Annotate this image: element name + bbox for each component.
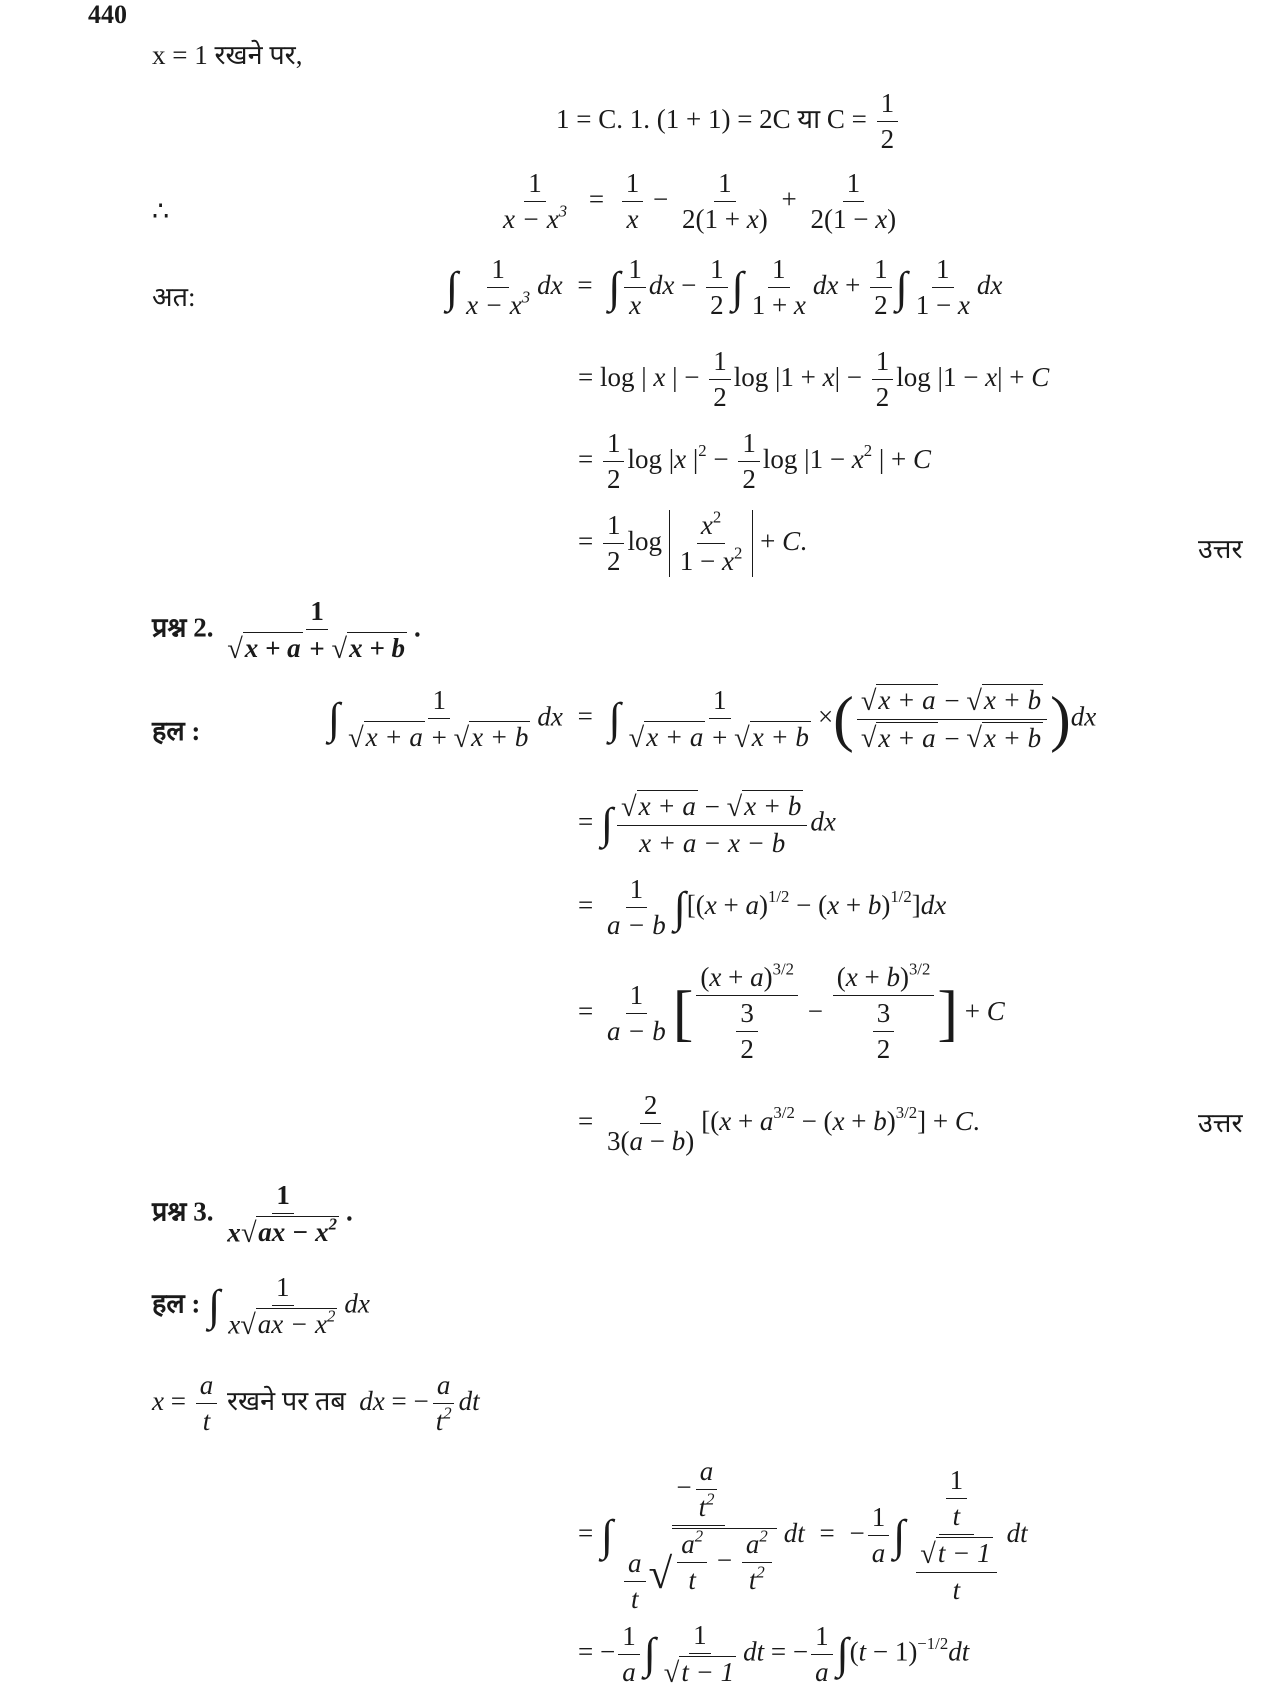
q3-label: प्रश्न 3. (152, 1196, 214, 1227)
q2-eq-3: = $\frac{1}{a - b}$ $\int[(x + a)^{1/2} - (x + b)^{1/2}]dx$ (578, 874, 947, 941)
integral-eq-1: ∫ $\frac{1}{x - x^3}$ dx = ∫ $\frac{1}{x}$ dx − $\frac{1}{2}$ ∫ $\frac{1}{1 + x}$ dx + $\frac{1}{2}$ ∫ $\frac{1}{1 - x}$ dx (446, 254, 1003, 321)
put-x-equals-1 (152, 40, 302, 71)
fraction-half: $\frac{1}{2}$ (877, 88, 899, 155)
ata-label: अत: (152, 282, 196, 312)
q2-eq-2: = ∫ √ x + a − √ x + b x + a − x − b dx (578, 791, 836, 858)
q3-hal-line: हल : ∫ 1 x √ ax − $x^2$ dx (152, 1272, 370, 1341)
q3-eq-1: = ∫ − $\frac{a}{t^2}$ $\frac{a}{t}$ √ $\frac{a^2}{t}$ − $\frac{a^2}{t^2}$ dt = − $\frac{1}{a}$ ∫ $\frac{1}{t}$ √ t − 1 t dt (578, 1456, 1028, 1615)
answer-label-2: उत्तर (1198, 1108, 1243, 1138)
q2-hal-label: हल : (152, 716, 201, 746)
q3-substitution: x = $\frac{a}{t}$ रखने पर तब dx = − $\frac{a}{t^2}$ dt (152, 1370, 480, 1437)
integral-eq-4: = $\frac{1}{2}$ log $\frac{x^2}{1 - x^2}$ + C. (578, 507, 807, 577)
q3-sub-text: रखने पर तब (226, 1385, 346, 1416)
question-3: प्रश्न 3. 1 x √ ax − $x^2$ . (152, 1180, 353, 1249)
therefore-symbol: ∴ (152, 196, 170, 226)
integral-eq-3: = $\frac{1}{2}$ log |x $|^2$ − $\frac{1}{2}$ $\log |1 - x^2$ | + C (578, 428, 932, 495)
q2-eq-5: = $\frac{2}{3(a - b)}$ [$(x + a^{3/2} - (x + b)^{3/2}] + C$. (578, 1090, 980, 1157)
equation-c (556, 88, 901, 155)
question-2: प्रश्न 2. 1 √ x + a + √ x + b . (152, 596, 421, 665)
eq-c-text: 1 = C. 1. (1 + 1) = 2C या C = (556, 103, 867, 134)
q3-eq-2: = − $\frac{1}{a}$ ∫ 1 √ t − 1 dt = − $\frac{1}{a}$ $\int(t - 1)^{-1/2}dt$ (578, 1620, 970, 1689)
integral-eq-2: = log | x | − $\frac{1}{2}$ log |1 + x| − $\frac{1}{2}$ log |1 − x| + C (578, 346, 1050, 413)
partial-fraction-eq: $\frac{1}{x - x^3}$ = $\frac{1}{x}$ − $\frac{1}{2(1 + x)}$ + $\frac{1}{2(1 - x)}$ (503, 168, 897, 235)
q2-label: प्रश्न 2. (152, 612, 214, 643)
q3-hal-label: हल : (152, 1288, 201, 1319)
page-number: 440 (88, 0, 127, 29)
q2-eq-4: = $\frac{1}{a - b}$ [ $\frac{(x + a)^{3/2}}{\frac{3}{2}}$ − $\frac{(x + b)^{3/2}}{\frac{3}{2}}$ ] + C (578, 959, 1005, 1065)
q2-eq-1: ∫ 1 √ x + a + √ x + b dx = ∫ 1 √ x + a + √ x + b ×( √ x + a − √ x + b √ x + a − √ x + b )dx (328, 684, 1097, 755)
answer-label-1: उत्तर (1198, 534, 1243, 564)
put-x1-text: x = 1 रखने पर, (152, 40, 303, 70)
